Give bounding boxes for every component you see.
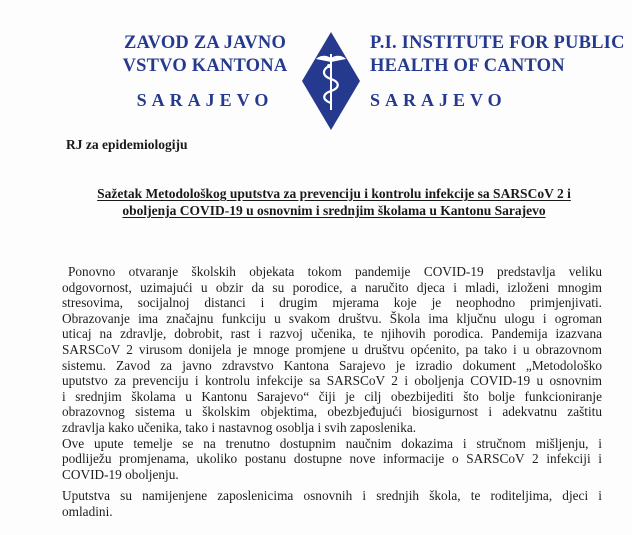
paragraph-2-line: Ove upute temelje se na trenutno dostupnim naučnim dokazima i stručnom mišljenju, i [62, 435, 602, 451]
paragraph-2 [62, 436, 602, 483]
paragraph-1-line: sistemu. Zavod za javno zdravstvo Kantona Sarajevo je izradio dokument „Metodološko [62, 357, 602, 373]
paragraph-1-line: odgovornost, uzimajući u obzir da su porodice, a naručito djeca i mladi, izloženi mnogim [62, 279, 602, 295]
paragraph-2-line: podliježu promjenama, ukoliko postanu dostupne nove informacije o SARSCoV 2 infekciji i [62, 451, 602, 467]
letterhead-local-city: SARAJEVO [136, 90, 274, 110]
paragraph-1-line: obrazovnog sistema u školskim objektima, obezbjeđujući biosigurnost i adekvatnu zaštitu [62, 404, 602, 420]
letterhead-english-line-1: P.I. INSTITUTE FOR PUBLIC [370, 33, 625, 53]
paragraph-3 [62, 488, 602, 519]
paragraph-1-line: zdravlja kako učenika, tako i nastavnog osoblja i svih zaposlenika. [62, 419, 417, 435]
document-title-line-1: Sažetak Metodološkog uputstva za prevenciju i kontrolu infekcije sa SARSCoV 2 i [97, 186, 571, 201]
document-title [74, 185, 594, 219]
paragraph-3-line: omladini. [62, 503, 113, 519]
department-label: RJ za epidemiologiju [66, 137, 188, 152]
paragraph-1 [62, 264, 602, 436]
letterhead-english-line-2: HEALTH OF CANTON [370, 56, 565, 76]
document-body [62, 264, 602, 520]
paragraph-2-line: COVID-19 oboljenju. [62, 466, 179, 482]
paragraph-1-line: Obrazovanje ima značajnu funkciju u svakom društvu. Škola ima ključnu ulogu i ogroman [62, 310, 602, 326]
paragraph-1-line: Ponovno otvaranje školskih objekata tokom pandemije COVID-19 predstavlja veliku [68, 264, 602, 279]
letterhead-english-city: SARAJEVO [370, 90, 507, 110]
paragraph-1-line: i srednjim školama u Kantonu Sarajevo“ čiji je cilj obezbijediti što bolje funkcioniranje [62, 388, 602, 404]
letterhead-local-line-2: VSTVO KANTONA [122, 56, 288, 76]
paragraph-1-line: SARSCoV 2 virusom donijela je mnoge promjene u društvu općenito, pa tako i u obrazovnom [62, 341, 602, 357]
caduceus-diamond-icon [300, 30, 362, 132]
paragraph-1-line: stresovima, socijalnoj distanci i drugim mjerama koje je neophodno primjenjivati. [62, 295, 602, 311]
paragraph-3-line: Uputstva su namijenjene zaposlenicima osnovnih i srednjih škola, te roditeljima, djeci i [62, 488, 602, 504]
letterhead-english-name [370, 32, 632, 111]
document-title-line-2: oboljenja COVID-19 u osnovnim i srednjim školama u Kantonu Sarajevo [122, 203, 546, 218]
paragraph-1-line: uticaj na zdravlje, dobrobit, rast i razvoj učenika, te njihovih porodica. Pandemija izazvana [62, 326, 602, 342]
paragraph-1-line: uputstvo za prevenciju i kontrolu infekcije sa SARSCoV 2 i oboljenja COVID-19 u osnovnim [62, 373, 602, 389]
letterhead-local-name [116, 32, 294, 111]
letterhead-local-line-1: ZAVOD ZA JAVNO [123, 33, 287, 53]
